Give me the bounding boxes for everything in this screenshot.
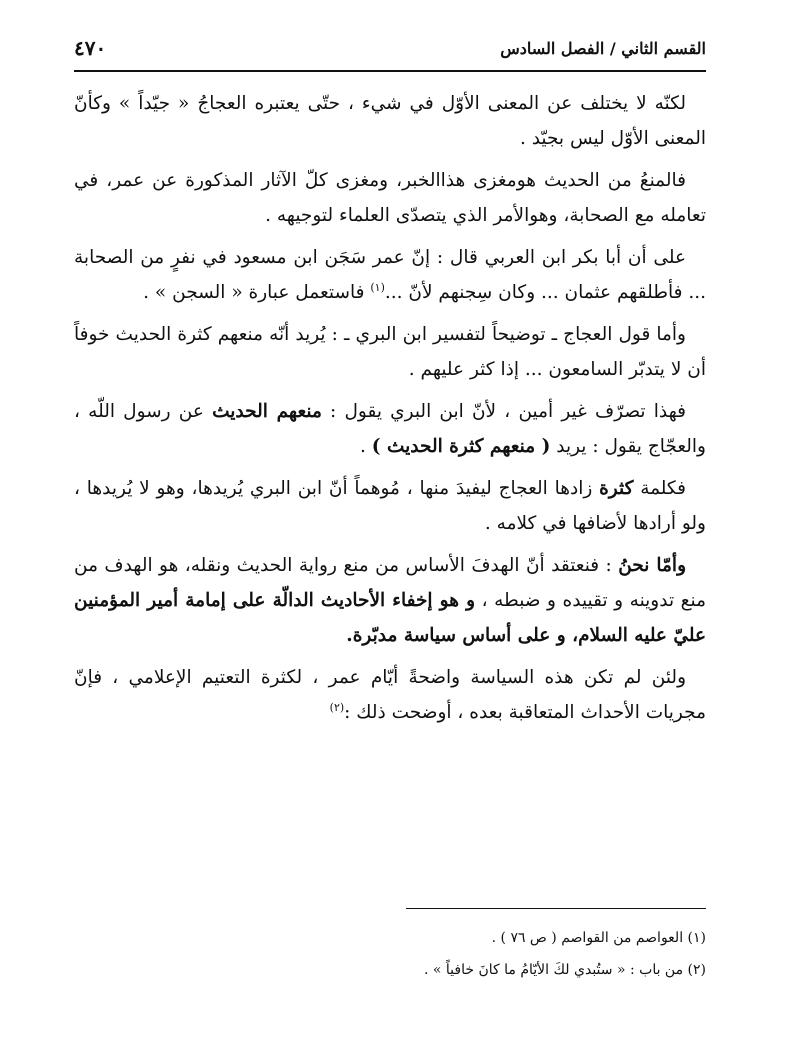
page-header	[74, 34, 706, 62]
footnote-divider	[406, 908, 706, 909]
emphasis-text: كثرة	[599, 478, 634, 499]
emphasis-text: منعهم الحديث	[212, 401, 322, 422]
paragraph-2: فالمنعُ من الحديث هومغزى هذاالخبر، ومغزى كلّ الآثار المذكورة عن عمر، في تعامله مع الصحابة، وهوالأمر الذي يتصدّى العلماء لتوجيهه .	[74, 170, 706, 226]
footnote-ref-2[interactable]: (٢)	[329, 700, 345, 714]
footnote-1: (١) العواصم من القواصم ( ص ٧٦ ) .	[491, 930, 706, 946]
paragraph-3: على أن أبا بكر ابن العربي قال : إنّ عمر سَجَن ابن مسعود في نفرٍ من الصحابة ... فأطلقهم عثمان ... وكان سِجنهم لأنّ ...$^{(١)}$ فاستعمل عبارة « السجن » .	[74, 247, 706, 303]
paragraph-1: لكنّه لا يختلف عن المعنى الأوّل في شيء ، حتّى يعتبره العجاجُ « جيّداً » وكأنّ المعنى الأوّل ليس بجيّد .	[74, 93, 706, 149]
paragraph-4: وأما قول العجاج ـ توضيحاً لتفسير ابن البري ـ : يُريد أنّه منعهم كثرة الحديث خوفاً أن لا يتدبّر السامعون ... إذا كثر عليهم .	[74, 324, 706, 380]
page-body	[74, 86, 706, 737]
footnotes	[74, 922, 706, 986]
emphasis-text: ( منعهم كثرة الحديث )	[371, 436, 551, 457]
page-number: ٤٧٠	[74, 36, 107, 60]
book-page	[74, 20, 706, 1020]
header-divider	[74, 70, 706, 72]
running-title: القسم الثاني / الفصل السادس	[500, 38, 706, 58]
footnote-ref-1[interactable]: (١)	[370, 280, 385, 294]
footnote-2: (٢) من باب : « ستُبدي لكَ الأيّامُ ما كانَ خافياً » .	[424, 962, 706, 978]
emphasis-text: وأمّا نحنُ	[618, 555, 686, 576]
emphasis-text: و هو إخفاء الأحاديث الدالّة على إمامة أمير المؤمنين عليّ عليه السلام، و على أساس سياسة مدبّرة.	[74, 590, 706, 646]
paragraph-5: فهذا تصرّف غير أمين ، لأنّ ابن البري يقول : منعهم الحديث عن رسول اللّه ، والعجّاج يقول : يريد ( منعهم كثرة الحديث ) .	[74, 401, 706, 457]
paragraph-6: فكلمة كثرة زادها العجاج ليفيدَ منها ، مُوهماً أنّ ابن البري يُريدها، وهو لا يُريدها ، ولو أرادها لأضافها في كلامه .	[74, 478, 706, 534]
paragraph-7: وأمّا نحنُ : فنعتقد أنّ الهدفَ الأساس من منع رواية الحديث ونقله، هو الهدف من منع تدوينه و تقييده و ضبطه ، و هو إخفاء الأحاديث الدالّة على إمامة أمير المؤمنين عليّ عليه السلام، و على أساس سياسة مدبّرة.	[74, 555, 706, 646]
paragraph-8: ولئن لم تكن هذه السياسة واضحةً أيّام عمر ، لكثرة التعتيم الإعلامي ، فإنّ مجريات الأحداث المتعاقبة بعده ، أوضحت ذلك :$^{(٢)}$	[74, 667, 706, 723]
